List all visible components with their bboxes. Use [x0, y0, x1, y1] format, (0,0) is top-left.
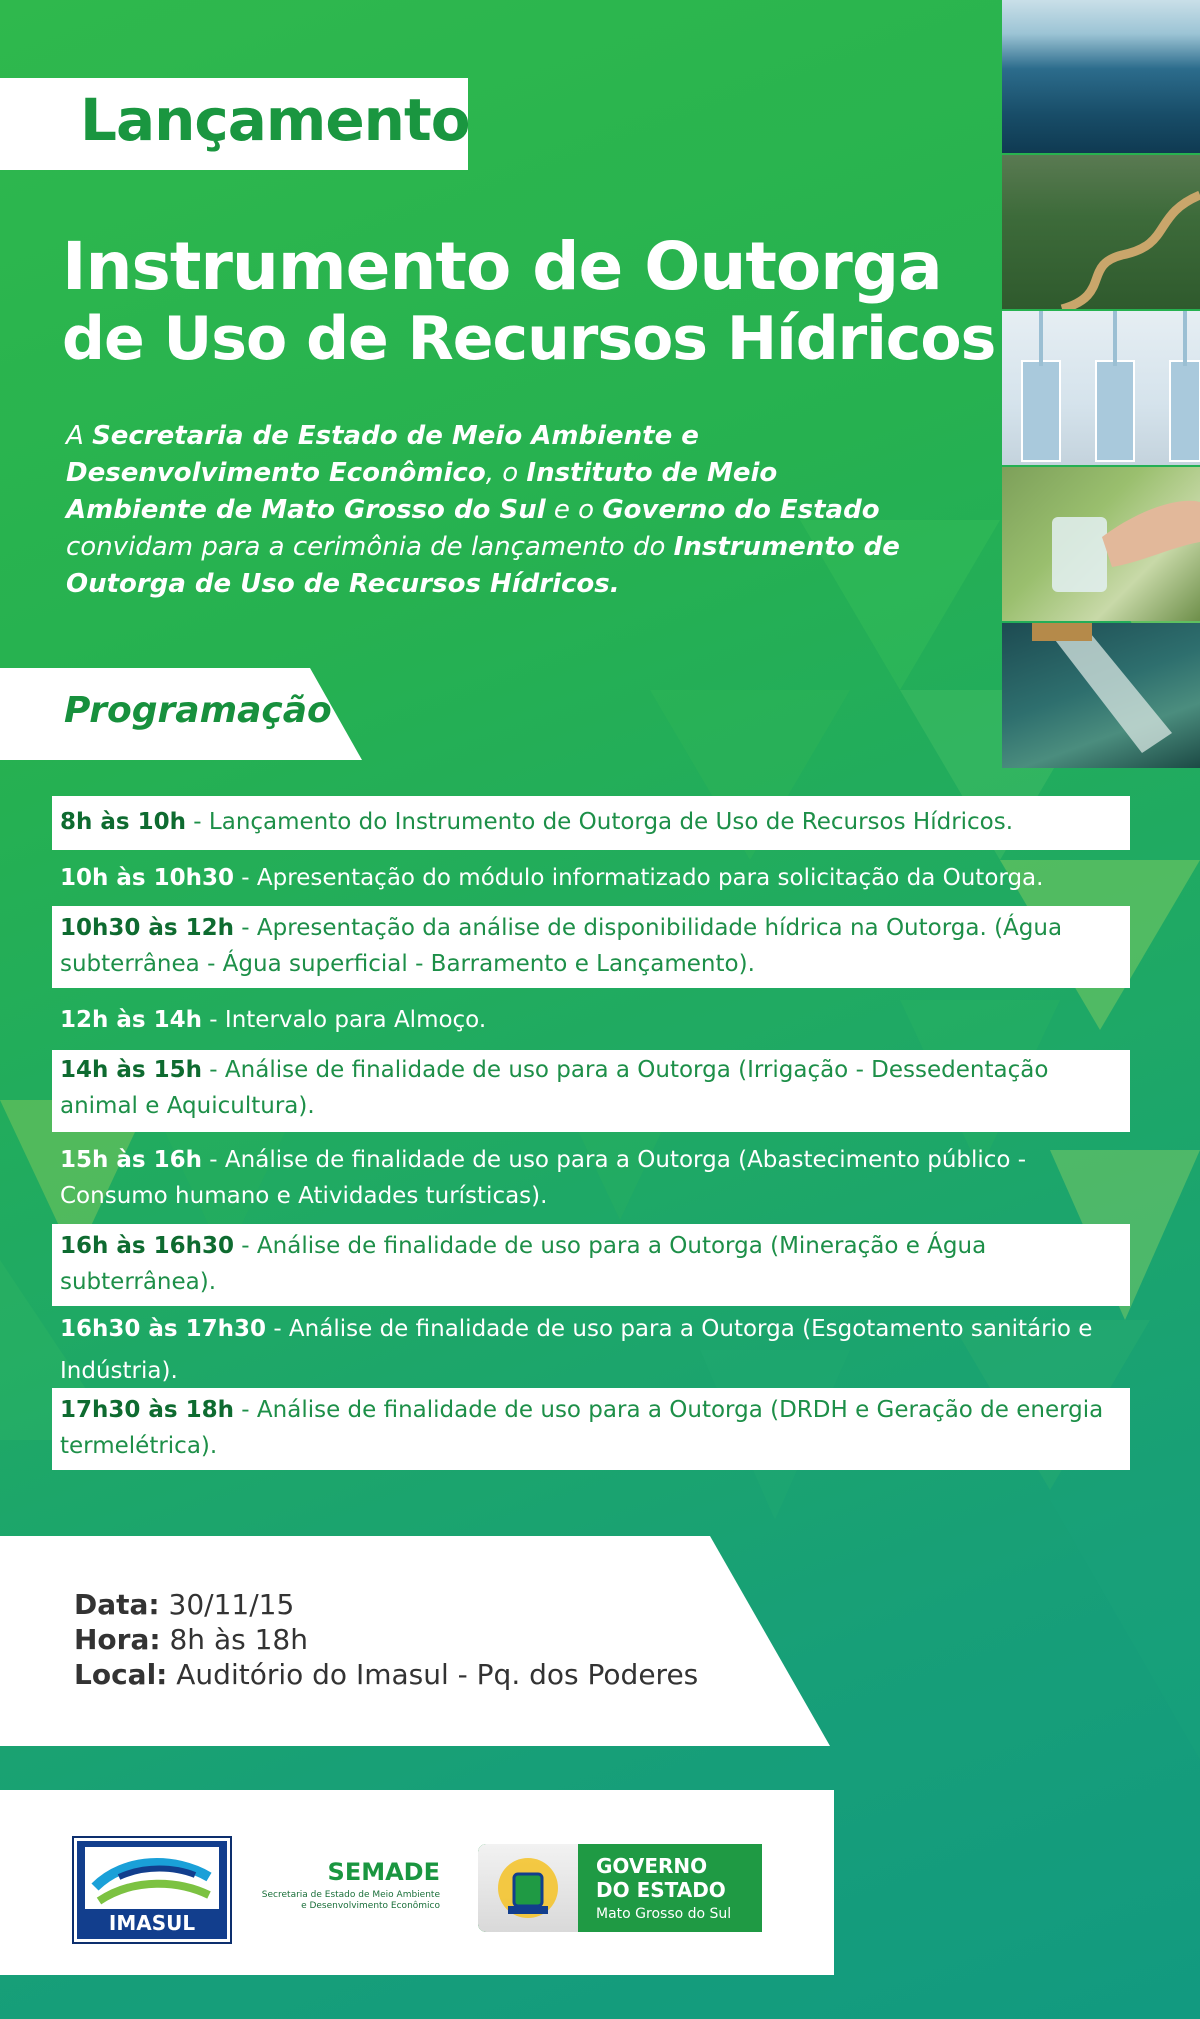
schedule-item-3: 10h30 às 12h - Apresentação da análise de disponibilidade hídrica na Outorga. (Água subterrânea - Água superficial - Barramento e Lançamento).: [52, 906, 1130, 988]
page-title-line2: de Uso de Recursos Hídricos: [62, 304, 996, 374]
semade-logo-subtitle: Secretaria de Estado de Meio Ambiente e Desenvolvimento Econômico: [261, 1890, 440, 1911]
schedule-item-7: 16h às 16h30 - Análise de finalidade de uso para a Outorga (Mineração e Água subterrânea).: [52, 1224, 1130, 1306]
schedule-item-4: 12h às 14h - Intervalo para Almoço.: [60, 1007, 487, 1033]
event-date: Data: 30/11/15: [74, 1588, 295, 1621]
schedule-item-5: 14h às 15h - Análise de finalidade de uso para a Outorga (Irrigação - Dessedentação animal e Aquicultura).: [52, 1050, 1130, 1132]
programacao-label: Programação: [64, 690, 332, 731]
photo-hand-glass: [1002, 467, 1200, 621]
photo-water-pipe: [1002, 623, 1200, 768]
intro-paragraph: A Secretaria de Estado de Meio Ambiente e Desenvolvimento Econômico, o Instituto de Meio Ambiente de Mato Grosso do Sul e o Governo do Estado convidam para a cerimônia de lançamento do Instrumento de Outorga de Uso de Recursos Hídricos.: [66, 421, 900, 599]
launch-badge-label: Lançamento: [80, 86, 470, 154]
photo-underwater: [1002, 0, 1200, 153]
schedule-item-8: 16h30 às 17h30 - Análise de finalidade de uso para a Outorga (Esgotamento sanitário e Indústria).: [60, 1316, 1093, 1384]
schedule-item-2: 10h às 10h30 - Apresentação do módulo informatizado para solicitação da Outorga.: [60, 865, 1044, 891]
photo-water-glasses: [1002, 311, 1200, 465]
governo-logo: GOVERNO DO ESTADO Mato Grosso do Sul: [478, 1844, 762, 1932]
schedule-item-6: 15h às 16h - Análise de finalidade de uso para a Outorga (Abastecimento público - Consumo humano e Atividades turísticas).: [60, 1147, 1027, 1209]
imasul-logo: IMASUL: [74, 1838, 230, 1942]
photo-strip: [1002, 0, 1200, 768]
state-crest-icon: [478, 1844, 578, 1932]
photo-river-forest: [1002, 155, 1200, 309]
event-location: Local: Auditório do Imasul - Pq. dos Poderes: [74, 1658, 699, 1691]
event-time: Hora: 8h às 18h: [74, 1623, 308, 1656]
semade-logo-title: SEMADE: [327, 1858, 440, 1886]
page-title-line1: Instrumento de Outorga: [62, 228, 942, 305]
schedule-item-9: 17h30 às 18h - Análise de finalidade de uso para a Outorga (DRDH e Geração de energia termelétrica).: [52, 1388, 1130, 1470]
schedule-item-1: 8h às 10h - Lançamento do Instrumento de Outorga de Uso de Recursos Hídricos.: [52, 796, 1130, 850]
